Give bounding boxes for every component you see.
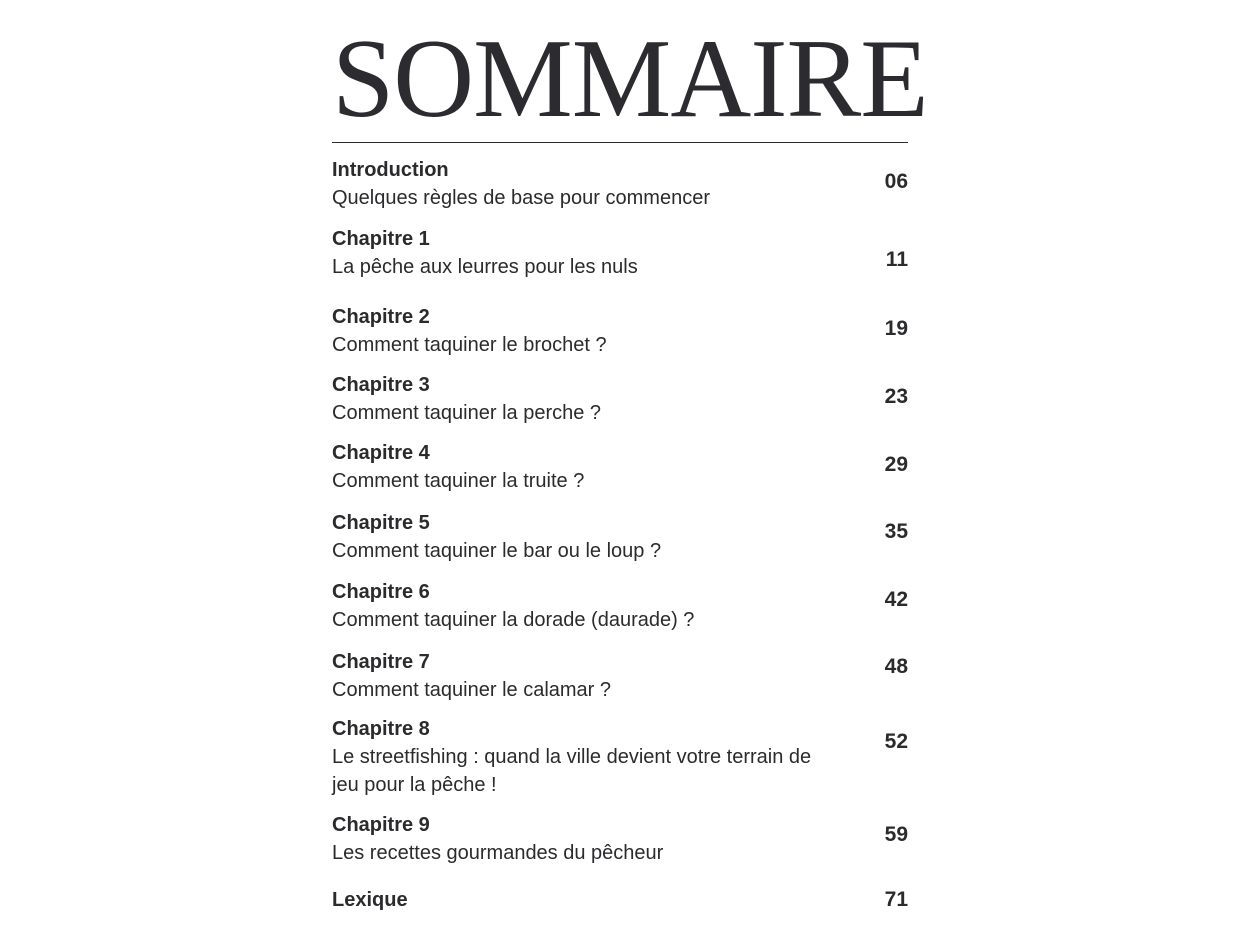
toc-entry-heading: Chapitre 4 <box>332 442 430 464</box>
toc-entry-heading: Chapitre 2 <box>332 306 430 328</box>
toc-entry-page-number: 23 <box>884 385 908 408</box>
toc-entry-page-number: 42 <box>884 588 908 611</box>
toc-entry-page-number: 06 <box>884 170 908 193</box>
toc-entry-heading: Chapitre 3 <box>332 374 430 396</box>
toc-entry-chapter-9[interactable] <box>332 811 908 867</box>
toc-entry-description: Comment taquiner la dorade (daurade) ? <box>332 609 695 631</box>
page-title: SOMMAIRE <box>332 17 928 141</box>
toc-entry-chapter-8[interactable] <box>332 715 908 799</box>
toc-entry-page-number: 35 <box>884 520 908 543</box>
toc-entry-heading: Chapitre 1 <box>332 228 430 250</box>
toc-entry-description: Comment taquiner la truite ? <box>332 470 585 492</box>
toc-entry-description: Comment taquiner le brochet ? <box>332 334 607 356</box>
toc-entry-heading: Chapitre 8 <box>332 718 430 740</box>
toc-entry-page-number: 52 <box>884 730 908 753</box>
toc-entry-chapter-2[interactable] <box>332 303 908 359</box>
toc-entry-page-number: 19 <box>884 317 908 340</box>
toc-entry-chapter-1[interactable] <box>332 225 908 281</box>
toc-entry-chapter-5[interactable] <box>332 509 908 565</box>
toc-entry-heading: Chapitre 6 <box>332 581 430 603</box>
toc-entry-description: Le streetfishing : quand la ville devient votre terrain de jeu pour la pêche ! <box>332 746 812 796</box>
toc-entry-lexique[interactable] <box>332 886 908 914</box>
title-divider <box>332 142 908 143</box>
toc-entry-page-number: 71 <box>884 888 908 911</box>
toc-entry-introduction[interactable] <box>332 156 908 212</box>
toc-entry-heading: Chapitre 7 <box>332 651 430 673</box>
toc-entry-heading: Chapitre 5 <box>332 512 430 534</box>
toc-entry-page-number: 59 <box>884 823 908 846</box>
toc-entry-description: Les recettes gourmandes du pêcheur <box>332 842 664 864</box>
toc-entry-page-number: 11 <box>885 248 908 271</box>
toc-entry-heading: Lexique <box>332 889 408 911</box>
toc-entry-page-number: 29 <box>884 453 908 476</box>
toc-entry-chapter-6[interactable] <box>332 578 908 634</box>
toc-entry-description: Comment taquiner la perche ? <box>332 402 602 424</box>
toc-entry-heading: Introduction <box>332 159 449 181</box>
toc-entry-description: Comment taquiner le calamar ? <box>332 679 612 701</box>
toc-entry-description: Comment taquiner le bar ou le loup ? <box>332 540 662 562</box>
toc-entry-description: Quelques règles de base pour commencer <box>332 187 710 209</box>
toc-entry-heading: Chapitre 9 <box>332 814 430 836</box>
toc-entry-chapter-4[interactable] <box>332 439 908 495</box>
toc-entry-chapter-7[interactable] <box>332 648 908 704</box>
toc-entry-page-number: 48 <box>884 655 908 678</box>
toc-entry-chapter-3[interactable] <box>332 371 908 427</box>
toc-entry-description: La pêche aux leurres pour les nuls <box>332 256 638 278</box>
